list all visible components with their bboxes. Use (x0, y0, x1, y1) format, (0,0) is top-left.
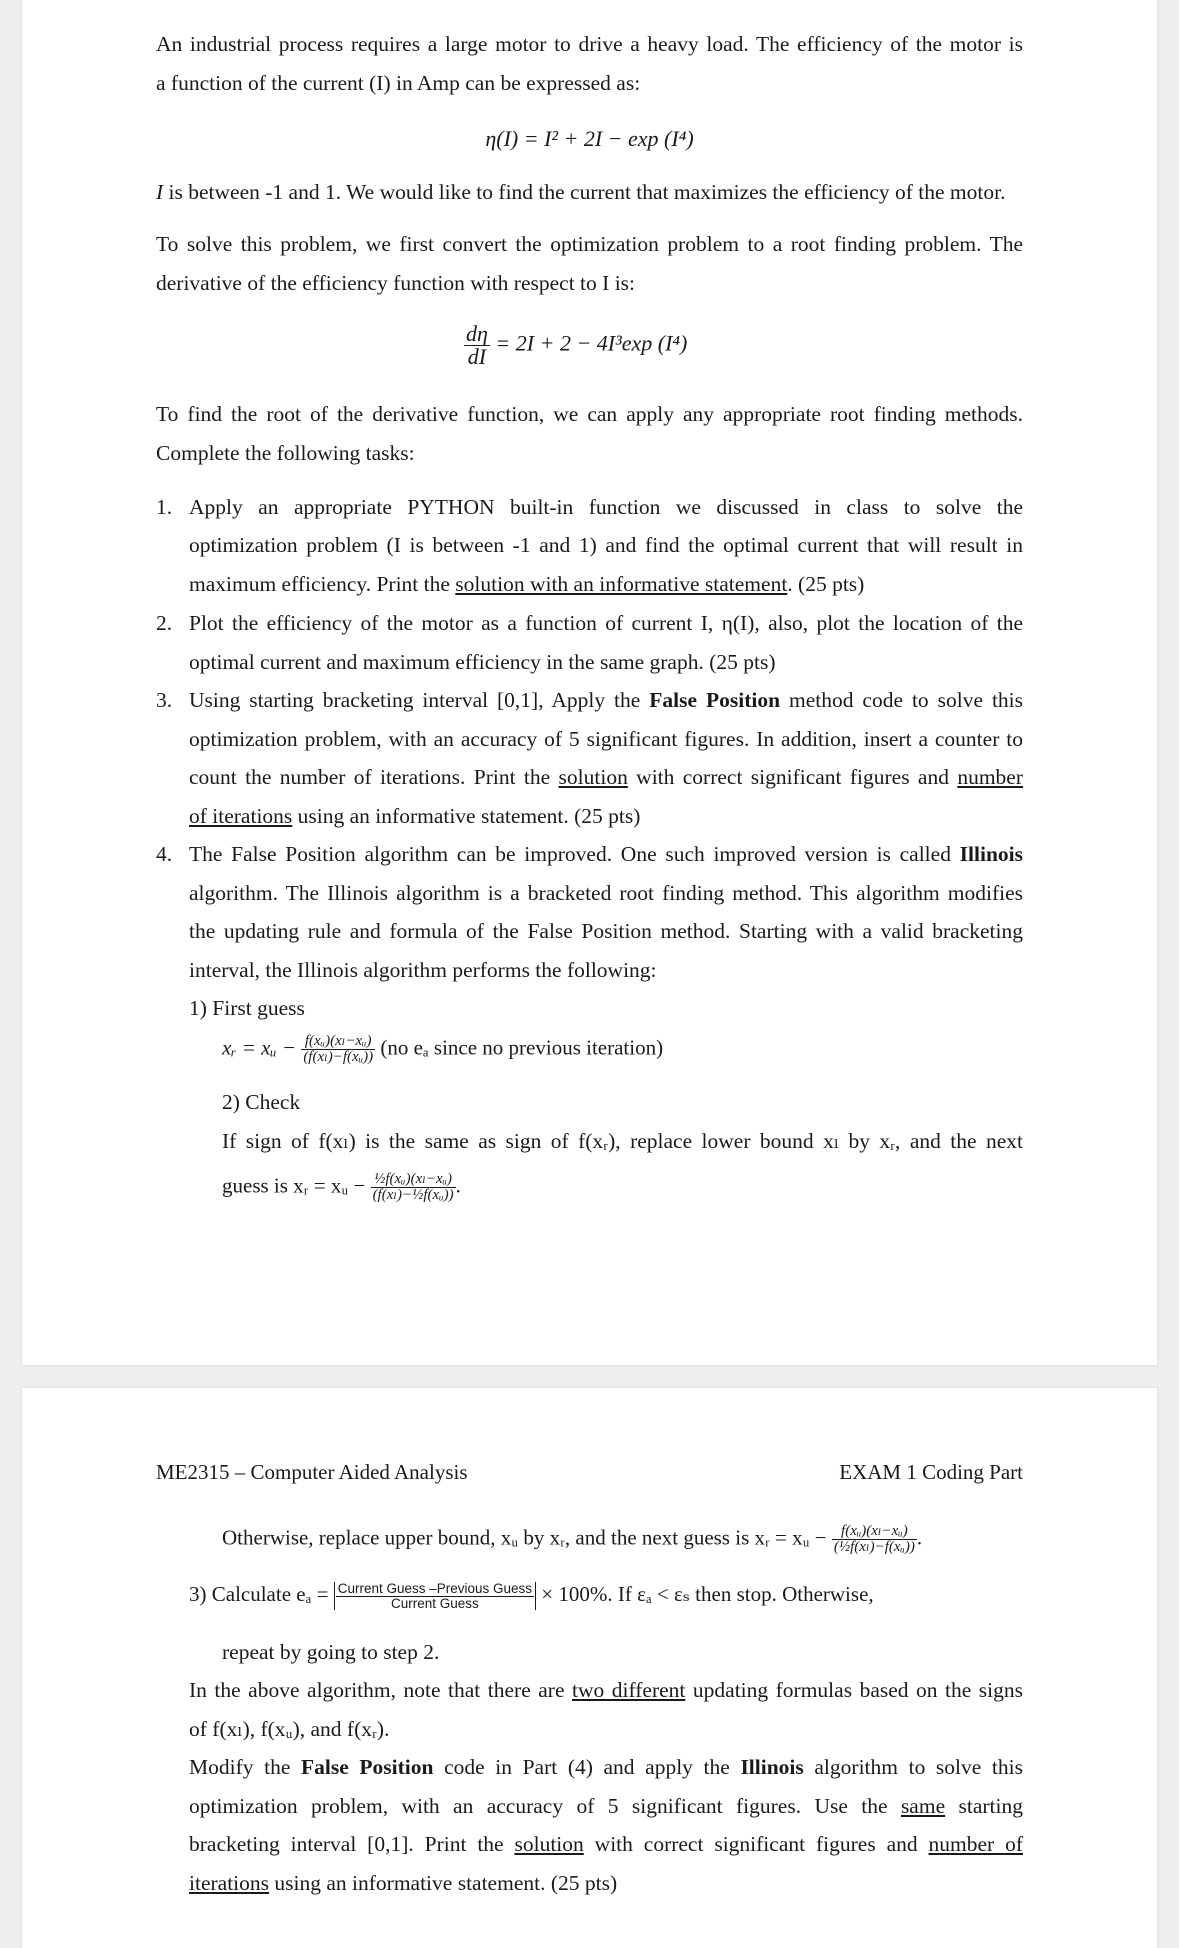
task-3-text-l3a: count the number of iterations. Print the (189, 765, 559, 789)
step-2-den: (f(xₗ)−½f(xᵤ)) (372, 1187, 454, 1203)
step-1-note: (no eₐ since no previous iteration) (380, 1035, 664, 1060)
range-statement (156, 182, 1005, 204)
step-3-fraction (336, 1582, 534, 1610)
closing-text-6b: using an informative statement. (25 pts) (269, 1871, 618, 1895)
closing-line-1 (189, 1680, 1023, 1702)
derivative-den: dI (467, 344, 487, 369)
convert-line-1: To solve this problem, we first convert the optimization problem to a root finding problem. The (156, 232, 1023, 256)
task-1-line-2: optimization problem (I is between -1 and 1) and find the optimal current that will result in (189, 533, 1023, 557)
step-2-otherwise-end: . (916, 1525, 923, 1550)
task-2-line-1: Plot the efficiency of the motor as a function of current I, η(I), also, plot the location of the (189, 611, 1023, 635)
exam-page-1 (22, 0, 1157, 1365)
closing-text-1b: updating formulas based on the signs (685, 1678, 1024, 1702)
step-1-formula (222, 1034, 663, 1065)
step-1-label: 1) First guess (189, 996, 305, 1020)
step-2-otherwise-den: (½f(xₗ)−f(xᵤ)) (833, 1539, 915, 1555)
intro-line-1: An industrial process requires a large motor to drive a heavy load. The efficiency of the motor is (156, 32, 1023, 56)
step-3-calc (189, 1582, 874, 1610)
closing-text-3e: algorithm to solve this (803, 1755, 1023, 1779)
step-3-label: 3) Calculate eₐ = (189, 1581, 329, 1606)
task-1-text: maximum efficiency. Print the (189, 572, 456, 596)
closing-underline-5b: number of (928, 1832, 1023, 1856)
header-course: ME2315 – Computer Aided Analysis (156, 1460, 468, 1484)
task-3-line-3 (189, 767, 1023, 789)
derivative-fraction (464, 323, 490, 368)
closing-bold-3b: False Position (301, 1755, 434, 1779)
task-1-line-3 (189, 574, 864, 596)
convert-line-2: derivative of the efficiency function with respect to I is: (156, 271, 636, 295)
step-2-guess (222, 1172, 461, 1203)
closing-text-4b: starting (945, 1794, 1023, 1818)
closing-text-4a: optimization problem, with an accuracy of 5 significant figures. Use the (189, 1794, 901, 1818)
closing-underline-1: two different (572, 1678, 686, 1702)
closing-text-3a: Modify the (189, 1755, 301, 1779)
step-2-num: ½f(xᵤ)(xₗ−xᵤ) (371, 1172, 456, 1188)
step-2-otherwise-text: Otherwise, replace upper bound, xᵤ by xᵣ, and the next guess is xᵣ = xᵤ − (222, 1525, 827, 1550)
step-2-guess-lhs: guess is xᵣ = xᵤ − (222, 1173, 366, 1198)
task-1-line-1: Apply an appropriate PYTHON built-in function we discussed in class to solve the (189, 495, 1023, 519)
step-1-num: f(xᵤ)(xₗ−xᵤ) (301, 1034, 375, 1050)
task-2-number: 2. (156, 611, 173, 635)
step-2-otherwise-num: f(xᵤ)(xₗ−xᵤ) (832, 1524, 917, 1540)
step-3-line-2: repeat by going to step 2. (222, 1640, 440, 1664)
closing-text-3c: code in Part (4) and apply the (433, 1755, 741, 1779)
closing-text-1a: In the above algorithm, note that there are (189, 1678, 572, 1702)
closing-line-6 (189, 1873, 617, 1895)
closing-text-5a: bracketing interval [0,1]. Print the (189, 1832, 515, 1856)
task-3-line-2: optimization problem, with an accuracy of 5 significant figures. In addition, insert a counter to (189, 727, 1023, 751)
root-line-2: Complete the following tasks: (156, 441, 415, 465)
step-2-fraction (371, 1172, 456, 1203)
task-3-underline-solution: solution (558, 765, 628, 789)
task-2-line-2: optimal current and maximum efficiency in the same graph. (25 pts) (189, 650, 776, 674)
closing-underline-6: iterations (189, 1871, 270, 1895)
step-2-otherwise (222, 1524, 922, 1555)
task-3-text-c: method code to solve this (780, 688, 1024, 712)
derivative-num: dη (466, 321, 488, 346)
task-4-line-1 (189, 844, 1023, 866)
derivative-equation (464, 323, 687, 368)
task-4-bold: Illinois (959, 842, 1023, 866)
task-1-underlined: solution with an informative statement (455, 572, 788, 596)
step-1-lhs: xᵣ = xᵤ − (222, 1035, 297, 1060)
task-3-underline-iterations: of iterations (189, 804, 293, 828)
intro-line-2: a function of the current (I) in Amp can be expressed as: (156, 71, 641, 95)
step-2-otherwise-fraction (832, 1524, 917, 1555)
step-3-den: Current Guess (390, 1595, 479, 1611)
closing-underline-5a: solution (514, 1832, 584, 1856)
task-3-line-1 (189, 690, 1023, 712)
task-3-text-a: Using starting bracketing interval [0,1], Apply the (189, 688, 650, 712)
step-1-den: (f(xₗ)−f(xᵤ)) (303, 1049, 374, 1065)
task-1-number: 1. (156, 495, 173, 519)
step-2-text: If sign of f(xₗ) is the same as sign of f(xᵣ), replace lower bound xₗ by xᵣ, and the next (222, 1129, 1023, 1153)
step-1-fraction (301, 1034, 375, 1065)
task-4-line-4: interval, the Illinois algorithm performs the following: (189, 958, 657, 982)
root-line-1: To find the root of the derivative function, we can apply any appropriate root finding methods. (156, 402, 1023, 426)
closing-line-4 (189, 1796, 1023, 1818)
task-1-pts: . (25 pts) (787, 572, 865, 596)
task-4-number: 4. (156, 842, 173, 866)
header-exam: EXAM 1 Coding Part (839, 1460, 1023, 1484)
task-3-line-4 (189, 806, 640, 828)
task-3-underline-number: number (957, 765, 1024, 789)
closing-line-2: of f(xₗ), f(xᵤ), and f(xᵣ). (189, 1717, 390, 1741)
step-2-label: 2) Check (222, 1090, 301, 1114)
range-variable: I (156, 180, 164, 204)
range-text: is between -1 and 1. We would like to find the current that maximizes the efficiency of the motor. (163, 180, 1006, 204)
task-3-bold: False Position (649, 688, 781, 712)
task-3-text-l3b: with correct significant figures and (627, 765, 958, 789)
task-4-line-3: the updating rule and formula of the False Position method. Starting with a valid bracketing (189, 919, 1023, 943)
task-3-number: 3. (156, 688, 173, 712)
derivative-rhs: = 2I + 2 − 4I³exp (I⁴) (495, 330, 688, 356)
task-4-text-a: The False Position algorithm can be improved. One such improved version is called (189, 842, 960, 866)
closing-line-5 (189, 1834, 1023, 1856)
step-2-end: . (455, 1173, 461, 1198)
closing-underline-4: same (900, 1794, 946, 1818)
efficiency-equation: η(I) = I² + 2I − exp (I⁴) (485, 126, 694, 151)
task-4-line-2: algorithm. The Illinois algorithm is a bracketed root finding method. This algorithm modifies (189, 881, 1023, 905)
step-3-num: Current Guess –Previous Guess (337, 1581, 533, 1596)
closing-line-3 (189, 1757, 1023, 1779)
task-3-text-l4b: using an informative statement. (25 pts) (292, 804, 641, 828)
closing-bold-3d: Illinois (740, 1755, 804, 1779)
step-3-after: × 100%. If εₐ < εₛ then stop. Otherwise, (541, 1581, 874, 1606)
closing-text-5b: with correct significant figures and (583, 1832, 929, 1856)
step-3-abs (334, 1582, 536, 1610)
